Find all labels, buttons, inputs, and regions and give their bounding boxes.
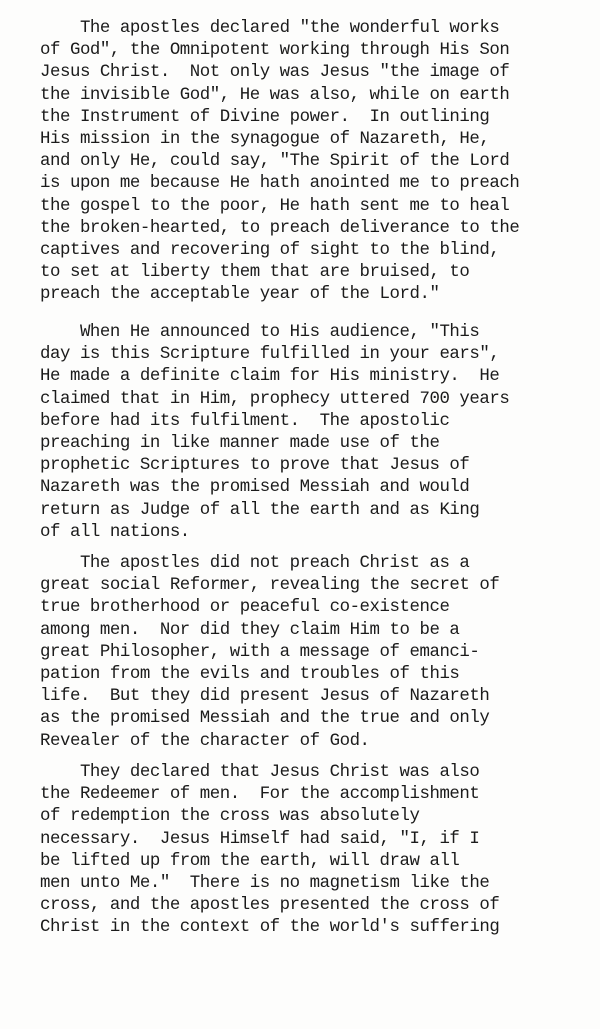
text-line: men unto Me." There is no magnetism like the [40, 873, 490, 893]
text-line: return as Judge of all the earth and as King [40, 500, 480, 520]
text-line: They declared that Jesus Christ was also [40, 763, 480, 782]
text-line: the gospel to the poor, He hath sent me to heal [40, 196, 510, 216]
text-line: great social Reformer, revealing the secret of [40, 576, 500, 596]
text-line: Nazareth was the promised Messiah and would [40, 478, 470, 498]
text-line: to set at liberty them that are bruised, to [40, 263, 470, 283]
text-line: the broken-hearted, to preach deliverance to the [40, 218, 520, 238]
text-line: preaching in like manner made use of the [40, 433, 440, 453]
text-line: and only He, could say, "The Spirit of the Lord [40, 152, 510, 172]
text-line: great Philosopher, with a message of emanci- [40, 642, 480, 662]
text-line: Christ in the context of the world's suffering [40, 918, 500, 938]
text-line: The apostles declared "the wonderful works [40, 19, 500, 38]
text-line: claimed that in Him, prophecy uttered 700 years [40, 389, 510, 409]
text-line: of redemption the cross was absolutely [40, 807, 420, 827]
paragraph-1 [40, 18, 519, 306]
text-line: before had its fulfilment. The apostolic [40, 411, 450, 431]
paragraph-4 [40, 762, 499, 940]
text-line: He made a definite claim for His ministry. He [40, 367, 500, 387]
text-line: Revealer of the character of God. [40, 731, 370, 751]
text-line: true brotherhood or peaceful co-existence [40, 598, 450, 618]
text-line: the invisible God", He was also, while on earth [40, 85, 510, 105]
text-line: When He announced to His audience, "This [40, 323, 480, 342]
text-line: preach the acceptable year of the Lord." [40, 285, 440, 305]
text-line: The apostles did not preach Christ as a [40, 554, 470, 573]
text-line: is upon me because He hath anointed me to preach [40, 174, 520, 194]
text-line: His mission in the synagogue of Nazareth, He, [40, 129, 490, 149]
text-line: Jesus Christ. Not only was Jesus "the image of [40, 63, 510, 83]
text-line: the Redeemer of men. For the accomplishment [40, 785, 480, 805]
text-line: the Instrument of Divine power. In outlining [40, 107, 490, 127]
text-line: among men. Nor did they claim Him to be a [40, 620, 460, 640]
text-line: cross, and the apostles presented the cross of [40, 896, 500, 916]
text-line: necessary. Jesus Himself had said, "I, if I [40, 829, 480, 849]
text-line: day is this Scripture fulfilled in your ears", [40, 345, 500, 365]
text-line: life. But they did present Jesus of Nazareth [40, 687, 490, 707]
paragraph-3 [40, 553, 499, 753]
text-line: pation from the evils and troubles of this [40, 664, 460, 684]
paragraph-2 [40, 322, 509, 544]
text-line: of God", the Omnipotent working through His Son [40, 41, 510, 61]
text-line: prophetic Scriptures to prove that Jesus of [40, 456, 470, 476]
text-line: of all nations. [40, 522, 190, 542]
text-line: as the promised Messiah and the true and only [40, 709, 490, 729]
text-line: captives and recovering of sight to the blind, [40, 240, 500, 260]
text-line: be lifted up from the earth, will draw all [40, 851, 460, 871]
